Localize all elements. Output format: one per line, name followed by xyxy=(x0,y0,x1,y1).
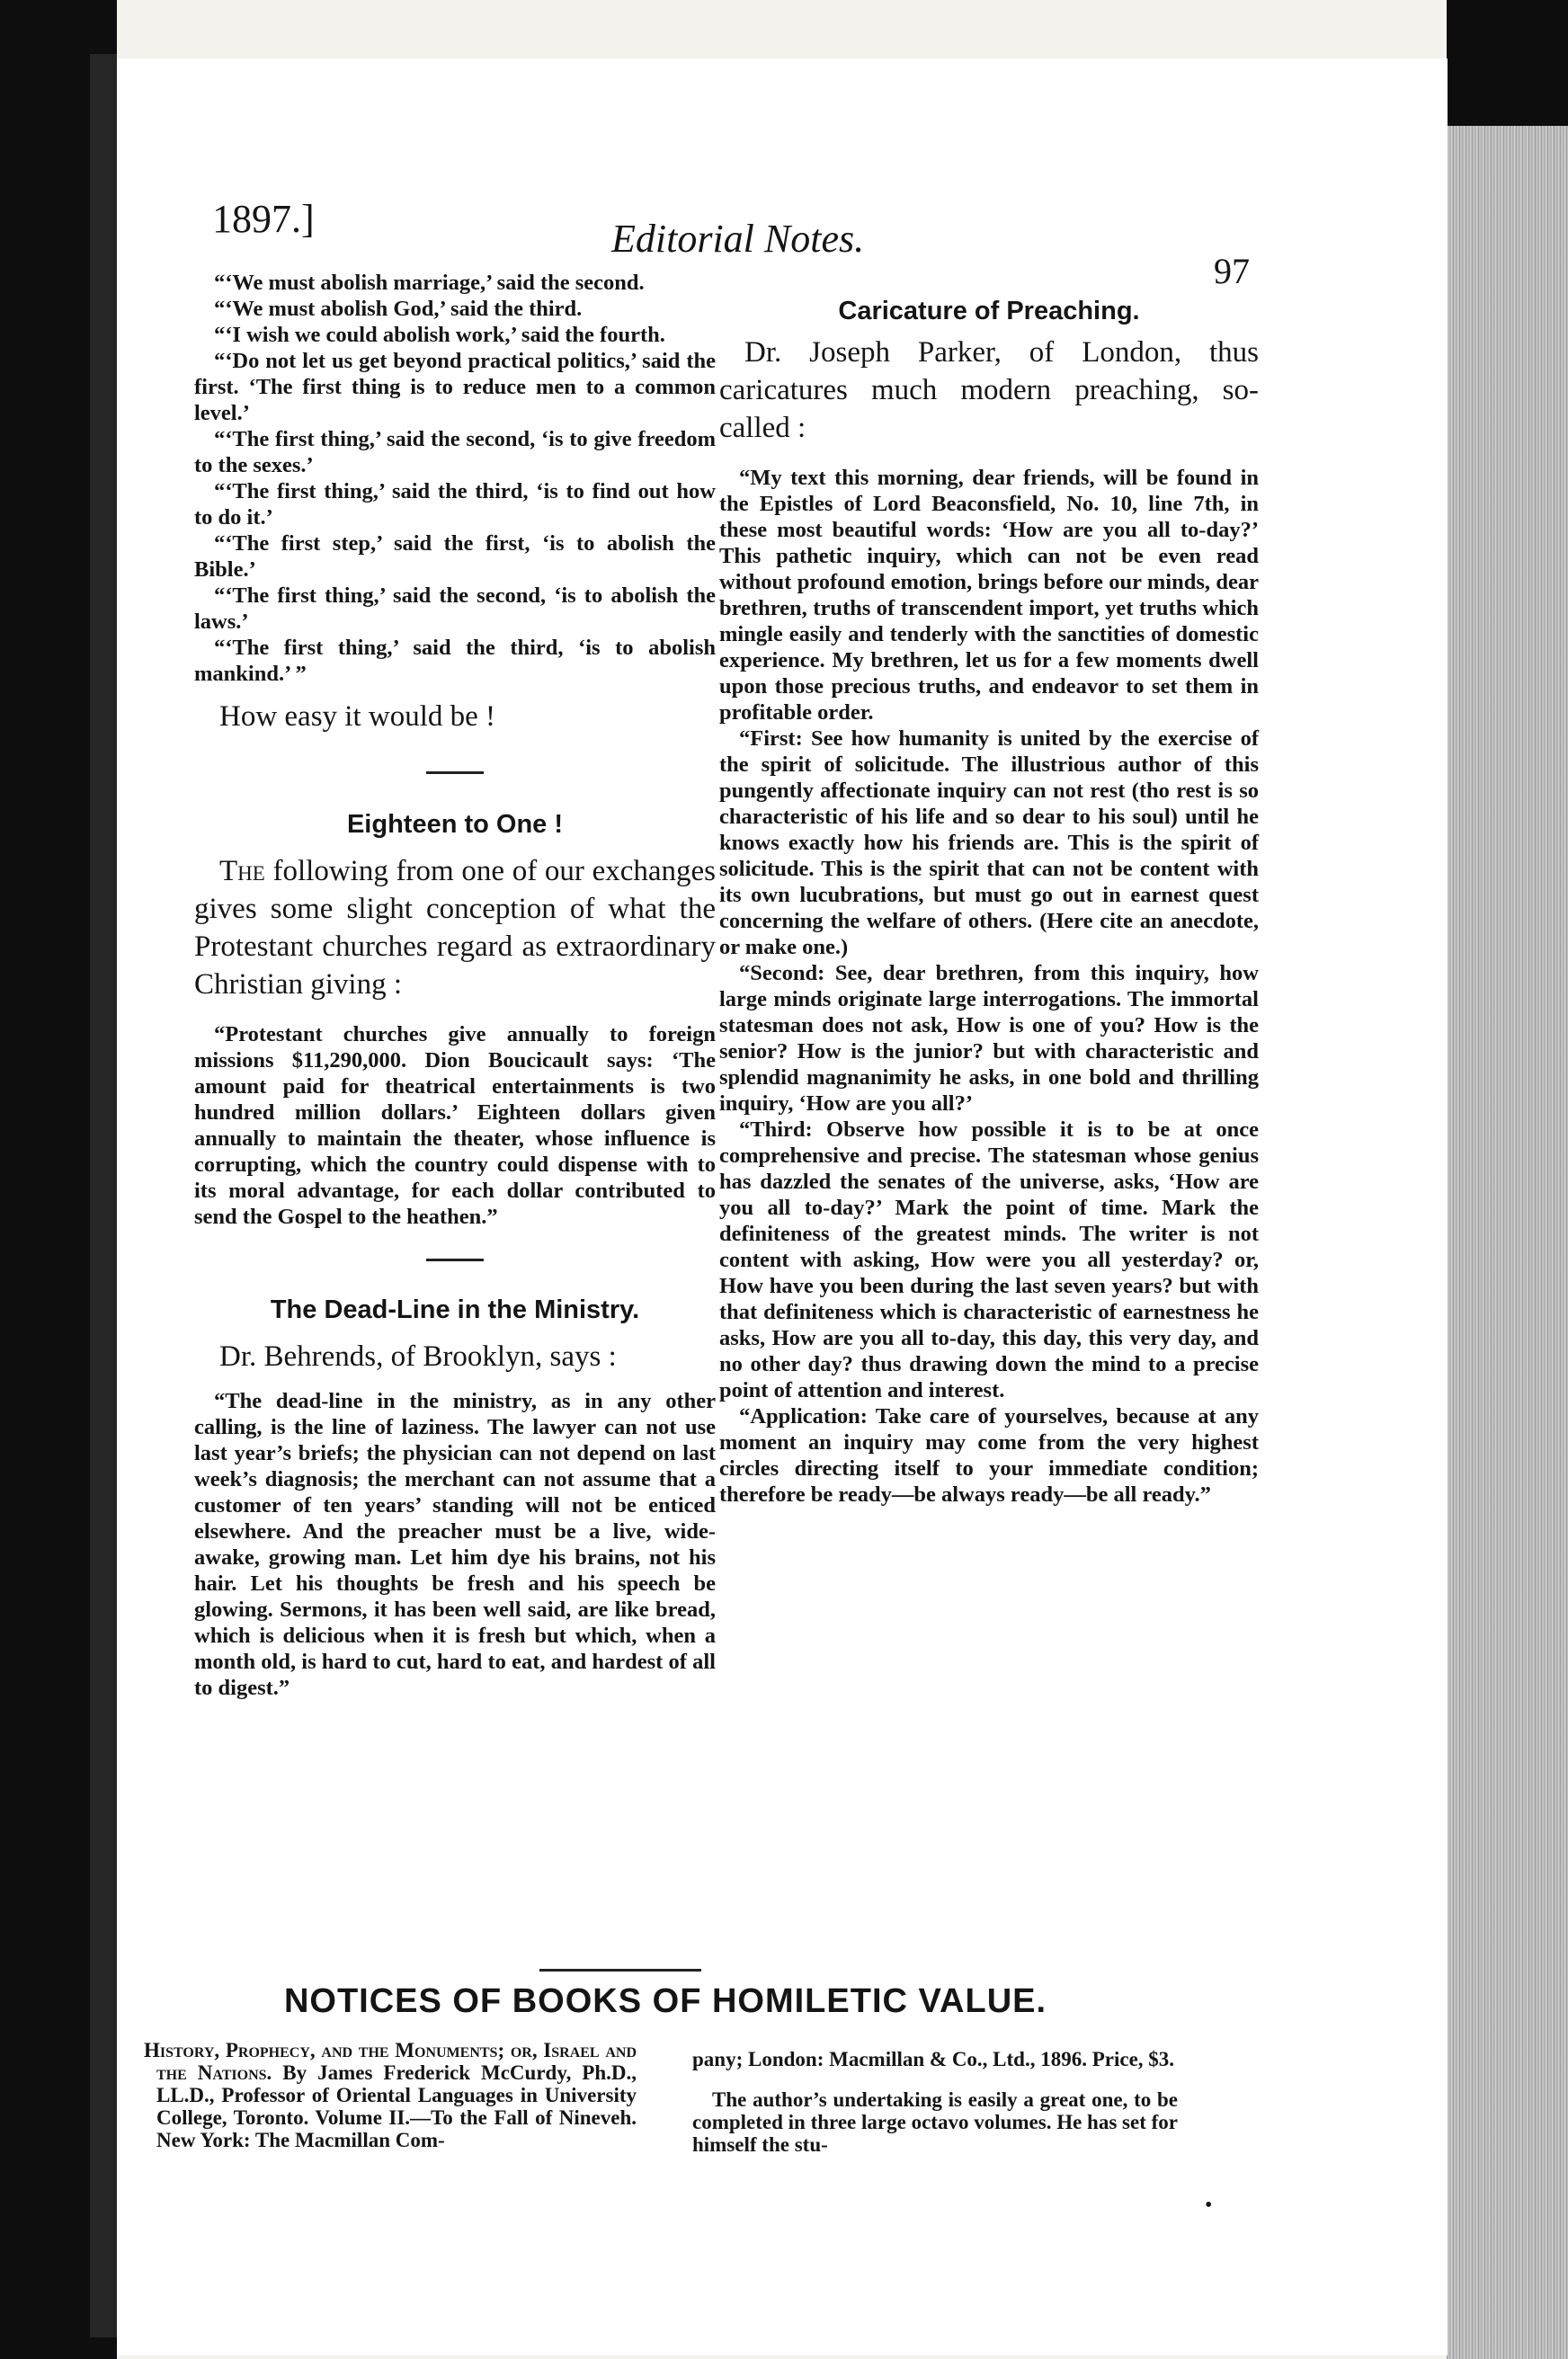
section-heading-caricature: Caricature of Preaching. xyxy=(838,297,1140,325)
notices-divider xyxy=(539,1969,701,1972)
book-citation-continued: pany; London: Macmillan & Co., Ltd., 1896. Price, $3. xyxy=(692,2048,1175,2070)
notice-entry-left xyxy=(144,2039,637,2151)
notice-entry-right xyxy=(692,2048,1178,2156)
section-divider xyxy=(426,771,484,774)
section-intro-eighteen xyxy=(194,852,716,1003)
section-heading-eighteen: Eighteen to One ! xyxy=(346,810,564,839)
closing-line: How easy it would be ! xyxy=(219,700,496,733)
binding-shadow xyxy=(90,54,117,2337)
section-quote-deadline: “The dead-line in the ministry, as in any other calling, is the line of laziness. The lawyer can not use last year’s briefs; the physician can not depend on last week’s diagnosis; the merchant can not assume that a customer of ten years’ standing will not be enticed elsewhere. And the preacher must be a live, wide-awake, growing man. Let him dye his brains, not his hair. Let his thoughts be fresh and his speech be glowing. Sermons, it has been well said, are like bread, which is delicious when it is fresh but which, when a month old, is hard to cut, hard to eat, and hardest of all to digest.” xyxy=(194,1389,716,1700)
quote-line: “‘We must abolish God,’ said the third. xyxy=(214,297,583,321)
page-number: 97 xyxy=(1214,251,1250,291)
margin-dot: • xyxy=(1205,2194,1213,2217)
intro-lead-word: The xyxy=(219,855,265,887)
quote-line: “‘I wish we could abolish work,’ said the fourth. xyxy=(214,323,665,347)
quote-line: “‘Do not let us get beyond practical politics,’ said the first. ‘The first thing is to reduce men to a common level.’ xyxy=(194,349,716,425)
quote-line: “‘We must abolish marriage,’ said the second. xyxy=(214,271,645,295)
section-heading-deadline: The Dead-Line in the Ministry. xyxy=(270,1295,640,1324)
running-head-title: Editorial Notes. xyxy=(611,217,865,261)
book-title: History, Prophecy, and the Monuments; or, Israel and the Nations. xyxy=(144,2039,637,2084)
quote-line: “‘The first thing,’ said the second, ‘is to abolish the laws.’ xyxy=(194,583,716,634)
sermon-paragraph: “Third: Observe how possible it is to be at once comprehensive and precise. The statesman whose genius has dazzled the senates of the universe, asks, ‘How are you all to-day?’ Mark the point of time. Mark the definiteness of the greatest minds. The writer is not content with asking, How were you all yesterday? or, How have you been during the last seven years? but with that definiteness which is characteristic of earnestness he asks, How are you all to-day, this day, this very day, and no other day? thus drawing down the mind to a precise point of attention and interest. xyxy=(719,1117,1259,1402)
book-citation-details: By James Frederick McCurdy, Ph.D., LL.D., Professor of Oriental Languages in University College, Toronto. Volume II.—To the Fall of Nineveh. New York: The Macmillan Com- xyxy=(156,2061,637,2151)
section-quote-eighteen: “Protestant churches give annually to foreign missions $11,290,000. Dion Boucicault says: ‘The amount paid for theatrical entertainments is two hundred million dollars.’ Eighteen dollars given annually to maintain the theater, whose influence is corrupting, which the country could dispense with to its moral advantage, for each dollar contributed to send the Gospel to the heathen.” xyxy=(194,1022,716,1229)
left-column xyxy=(194,270,716,1701)
sermon-paragraph: “My text this morning, dear friends, will be found in the Epistles of Lord Beaconsfield, No. 10, line 7th, in these most beautiful words: ‘How are you all to-day?’ This pathetic inquiry, which can not be even read without profound emotion, brings before our minds, dear brethren, truths of transcendent import, yet truths which mingle easily and tenderly with the sanctities of domestic experience. My brethren, let us for a few moments dwell upon those precious truths, and endeavor to set them in profitable order. xyxy=(719,466,1259,725)
notices-heading: NOTICES OF BOOKS OF HOMILETIC VALUE. xyxy=(283,1982,1047,2020)
background-dark-corner xyxy=(1447,0,1568,126)
book-review-text: The author’s undertaking is easily a great one, to be completed in three large octavo volumes. He has set for himself the stu- xyxy=(692,2088,1178,2156)
sermon-paragraph: “First: See how humanity is united by the exercise of the spirit of solicitude. The illustrious author of this pungently affectionate inquiry can not rest (tho rest is so characteristic of his life and so dear to his soul) until he knows exactly how his friends are. This is the spirit of solicitude. This is the spirit that can not be content with its own lucubrations, but must go out in earnest quest concerning the welfare of others. (Here cite an anecdote, or make one.) xyxy=(719,726,1259,959)
sermon-paragraph: “Application: Take care of yourselves, because at any moment an inquiry may come from the very highest circles directing itself to your immediate condition; therefore be ready—be always ready—be all ready.” xyxy=(719,1404,1259,1507)
running-head-year: 1897.] xyxy=(212,197,315,241)
quote-line: “‘The first thing,’ said the third, ‘is to abolish mankind.’ ” xyxy=(194,636,716,686)
page-stack-edge xyxy=(1447,126,1568,2359)
intro-text: following from one of our exchanges gives some slight conception of what the Protestant churches regard as extraordinary Christian giving : xyxy=(194,855,716,1001)
sermon-paragraph: “Second: See, dear brethren, from this inquiry, how large minds originate large interrogations. The immortal statesman does not ask, How is one of you? How is the senior? How is the junior? but with characteristic and splendid magnanimity he asks, in one bold and thrilling inquiry, ‘How are you all?’ xyxy=(719,961,1259,1116)
quote-line: “‘The first step,’ said the first, ‘is to abolish the Bible.’ xyxy=(194,531,716,582)
section-intro-caricature: Dr. Joseph Parker, of London, thus caricatures much modern preaching, so-called : xyxy=(719,336,1259,444)
quote-line: “‘The first thing,’ said the second, ‘is to give freedom to the sexes.’ xyxy=(194,427,716,477)
book-citation xyxy=(144,2039,637,2151)
right-column xyxy=(719,297,1259,1508)
quote-line: “‘The first thing,’ said the third, ‘is to find out how to do it.’ xyxy=(194,479,716,530)
section-intro-deadline: Dr. Behrends, of Brooklyn, says : xyxy=(219,1340,617,1373)
section-divider xyxy=(426,1259,484,1261)
